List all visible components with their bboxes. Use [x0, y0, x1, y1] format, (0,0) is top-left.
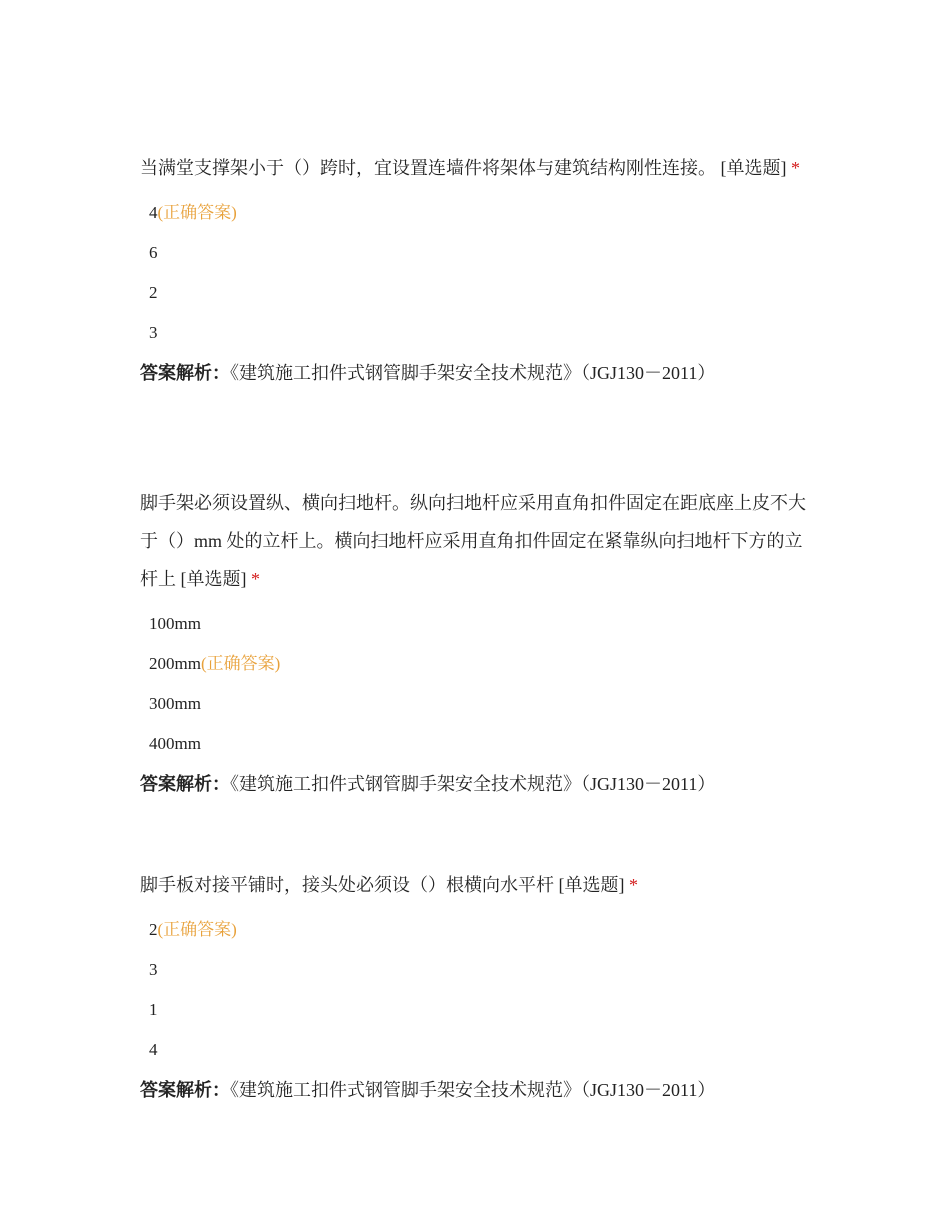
- analysis-label: 答案解析：: [140, 1080, 230, 1100]
- question-stem: 脚手架必须设置纵、横向扫地杆。纵向扫地杆应采用直角扣件固定在距底座上皮不大于（）mm 处的立杆上。横向扫地杆应采用直角扣件固定在紧靠纵向扫地杆下方的立杆上 [单选题]: [140, 493, 806, 589]
- option-label: 400mm: [149, 734, 201, 753]
- option-list: [140, 604, 812, 764]
- answer-analysis: [140, 764, 812, 804]
- required-mark: *: [629, 875, 638, 895]
- question-text: [140, 149, 812, 187]
- option-label: 2: [149, 283, 158, 302]
- question-text: [140, 866, 812, 904]
- question-stem: 脚手板对接平铺时，接头处必须设（）根横向水平杆 [单选题]: [140, 875, 625, 895]
- option-label: 3: [149, 960, 158, 979]
- option-label: 2: [149, 920, 158, 939]
- analysis-text: 《建筑施工扣件式钢管脚手架安全技术规范》（JGJ130－2011）: [230, 363, 716, 383]
- option-item[interactable]: [140, 313, 812, 353]
- option-item[interactable]: [140, 950, 812, 990]
- question-2: [140, 484, 812, 804]
- option-item[interactable]: [140, 910, 812, 950]
- option-item[interactable]: [140, 724, 812, 764]
- option-item[interactable]: [140, 273, 812, 313]
- option-list: [140, 193, 812, 353]
- option-label: 4: [149, 203, 158, 222]
- analysis-label: 答案解析：: [140, 363, 230, 383]
- correct-answer-tag: (正确答案): [200, 654, 281, 673]
- option-label: 4: [149, 1040, 158, 1059]
- option-label: 6: [149, 243, 158, 262]
- correct-answer-tag: (正确答案): [157, 203, 237, 222]
- correct-answer-tag: (正确答案): [157, 920, 237, 939]
- option-label: 1: [149, 1000, 158, 1019]
- answer-analysis: [140, 353, 812, 393]
- option-item[interactable]: [140, 233, 812, 273]
- option-label: 300mm: [149, 694, 201, 713]
- required-mark: *: [251, 569, 260, 589]
- option-label: 3: [149, 323, 158, 342]
- analysis-text: 《建筑施工扣件式钢管脚手架安全技术规范》（JGJ130－2011）: [230, 1080, 716, 1100]
- option-label: 200mm: [149, 654, 201, 673]
- question-stem: 当满堂支撑架小于（）跨时，宜设置连墙件将架体与建筑结构刚性连接。 [单选题]: [140, 158, 787, 178]
- option-item[interactable]: [140, 1030, 812, 1070]
- answer-analysis: [140, 1070, 812, 1110]
- analysis-label: 答案解析：: [140, 774, 230, 794]
- question-1: [140, 149, 812, 393]
- option-label: 100mm: [149, 614, 201, 633]
- option-item[interactable]: [140, 684, 812, 724]
- required-mark: *: [791, 158, 800, 178]
- option-item[interactable]: [140, 990, 812, 1030]
- question-3: [140, 866, 812, 1110]
- option-item[interactable]: [140, 604, 812, 644]
- question-text: [140, 484, 812, 598]
- option-item[interactable]: [140, 644, 812, 684]
- analysis-text: 《建筑施工扣件式钢管脚手架安全技术规范》（JGJ130－2011）: [230, 774, 716, 794]
- option-item[interactable]: [140, 193, 812, 233]
- option-list: [140, 910, 812, 1070]
